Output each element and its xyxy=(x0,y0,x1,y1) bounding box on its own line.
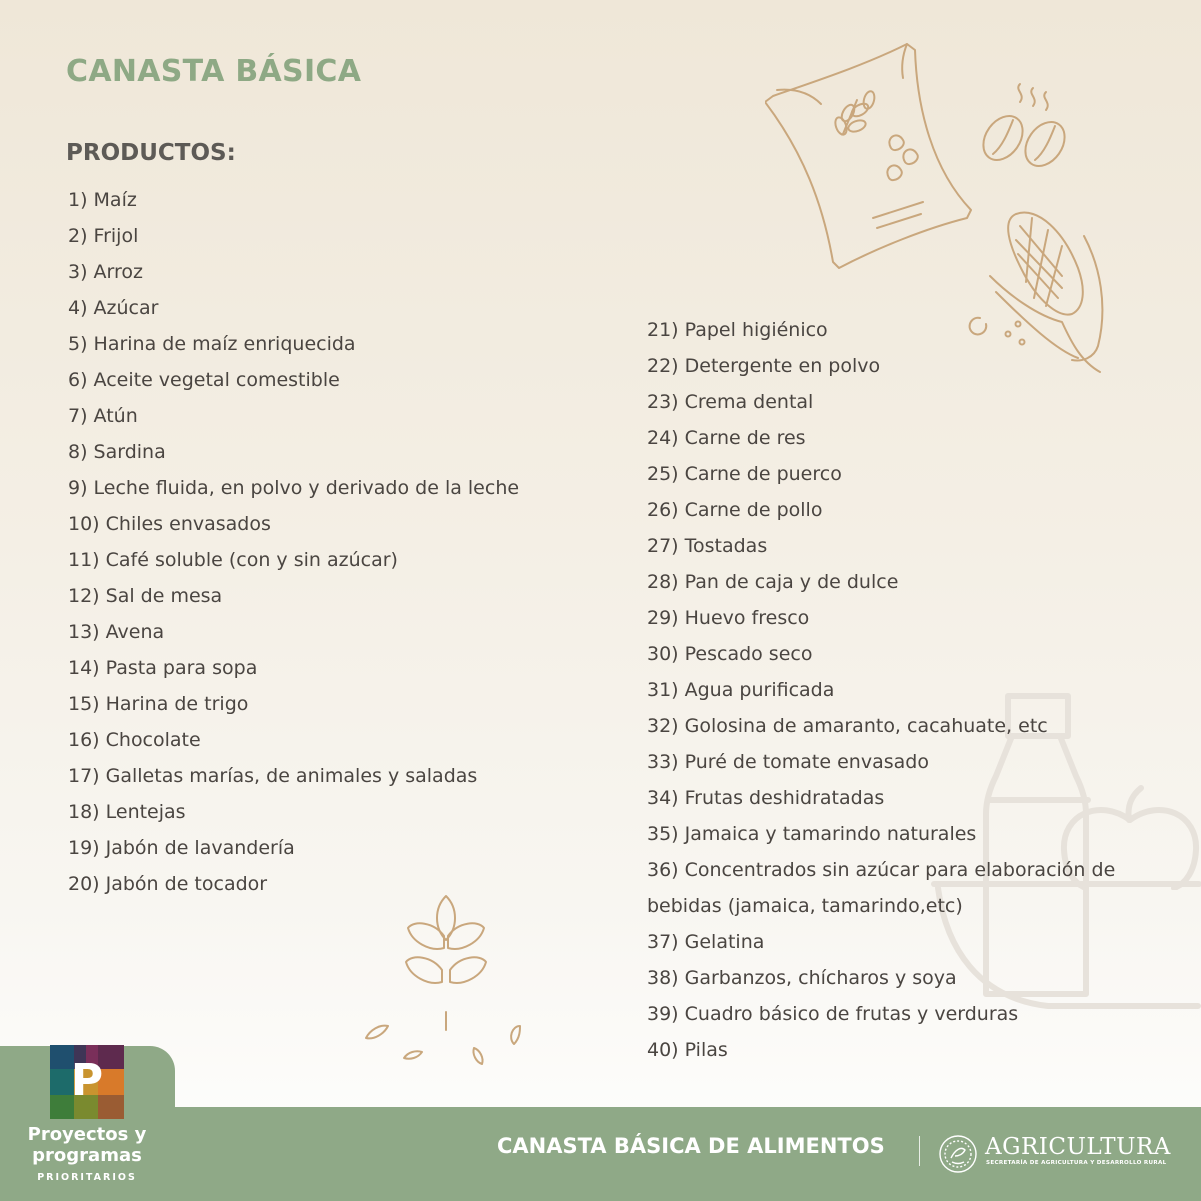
product-list-left xyxy=(68,182,519,902)
list-item: 29) Huevo fresco xyxy=(647,607,810,629)
pp-logo-letter: P xyxy=(70,1055,104,1106)
list-item: 39) Cuadro básico de frutas y verduras xyxy=(647,1003,1019,1025)
list-item: 36) Concentrados sin azúcar para elaboración de bebidas (jamaica, tamarindo,etc) xyxy=(647,859,1116,917)
grain-sack-icon xyxy=(765,38,980,270)
list-item: 23) Crema dental xyxy=(647,391,814,413)
pp-logo-icon xyxy=(50,1045,124,1119)
list-item: 3) Arroz xyxy=(68,261,144,283)
wheat-sprout-icon xyxy=(358,890,538,1070)
footer-divider xyxy=(919,1136,920,1166)
list-item: 22) Detergente en polvo xyxy=(647,355,881,377)
list-item: 10) Chiles envasados xyxy=(68,513,271,535)
list-item: 33) Puré de tomate envasado xyxy=(647,751,929,773)
list-item: 13) Avena xyxy=(68,621,165,643)
list-item: 21) Papel higiénico xyxy=(647,319,828,341)
list-item: 18) Lentejas xyxy=(68,801,186,823)
coffee-beans-icon xyxy=(975,78,1075,170)
list-item: 17) Galletas marías, de animales y saladas xyxy=(68,765,478,787)
list-item: 40) Pilas xyxy=(647,1039,728,1061)
list-item: 31) Agua purificada xyxy=(647,679,835,701)
list-item: 16) Chocolate xyxy=(68,729,201,751)
list-item: 15) Harina de trigo xyxy=(68,693,249,715)
list-item: 37) Gelatina xyxy=(647,931,765,953)
list-item: 24) Carne de res xyxy=(647,427,806,449)
list-item: 20) Jabón de tocador xyxy=(68,873,268,895)
campaign-title: CANASTA BÁSICA DE ALIMENTOS xyxy=(497,1134,885,1158)
list-item: 35) Jamaica y tamarindo naturales xyxy=(647,823,977,845)
agency-name: AGRICULTURA xyxy=(985,1134,1171,1160)
list-item: 32) Golosina de amaranto, cacahuate, etc xyxy=(647,715,1048,737)
list-item: 27) Tostadas xyxy=(647,535,768,557)
program-subtitle: PRIORITARIOS xyxy=(37,1172,137,1183)
list-item: 30) Pescado seco xyxy=(647,643,813,665)
list-item: 5) Harina de maíz enriquecida xyxy=(68,333,356,355)
program-name: Proyectos y programas xyxy=(27,1124,147,1166)
list-item: 7) Atún xyxy=(68,405,138,427)
list-item: 12) Sal de mesa xyxy=(68,585,223,607)
page-title: CANASTA BÁSICA xyxy=(66,54,362,89)
list-item: 28) Pan de caja y de dulce xyxy=(647,571,899,593)
list-item: 38) Garbanzos, chícharos y soya xyxy=(647,967,957,989)
list-item: 19) Jabón de lavandería xyxy=(68,837,295,859)
list-item: 11) Café soluble (con y sin azúcar) xyxy=(68,549,398,571)
list-item: 14) Pasta para sopa xyxy=(68,657,258,679)
products-heading: PRODUCTOS: xyxy=(66,140,236,166)
agency-subtitle: SECRETARÍA DE AGRICULTURA Y DESARROLLO RURAL xyxy=(986,1160,1167,1166)
list-item: 6) Aceite vegetal comestible xyxy=(68,369,340,391)
list-item: 4) Azúcar xyxy=(68,297,159,319)
list-item: 9) Leche fluida, en polvo y derivado de la leche xyxy=(68,477,520,499)
list-item: 1) Maíz xyxy=(68,189,137,211)
agriculture-seal-icon xyxy=(938,1134,978,1174)
list-item: 34) Frutas deshidratadas xyxy=(647,787,885,809)
list-item: 25) Carne de puerco xyxy=(647,463,842,485)
list-item: 26) Carne de pollo xyxy=(647,499,823,521)
list-item: 2) Frijol xyxy=(68,225,139,247)
product-list-right xyxy=(647,312,1147,1068)
list-item: 8) Sardina xyxy=(68,441,166,463)
